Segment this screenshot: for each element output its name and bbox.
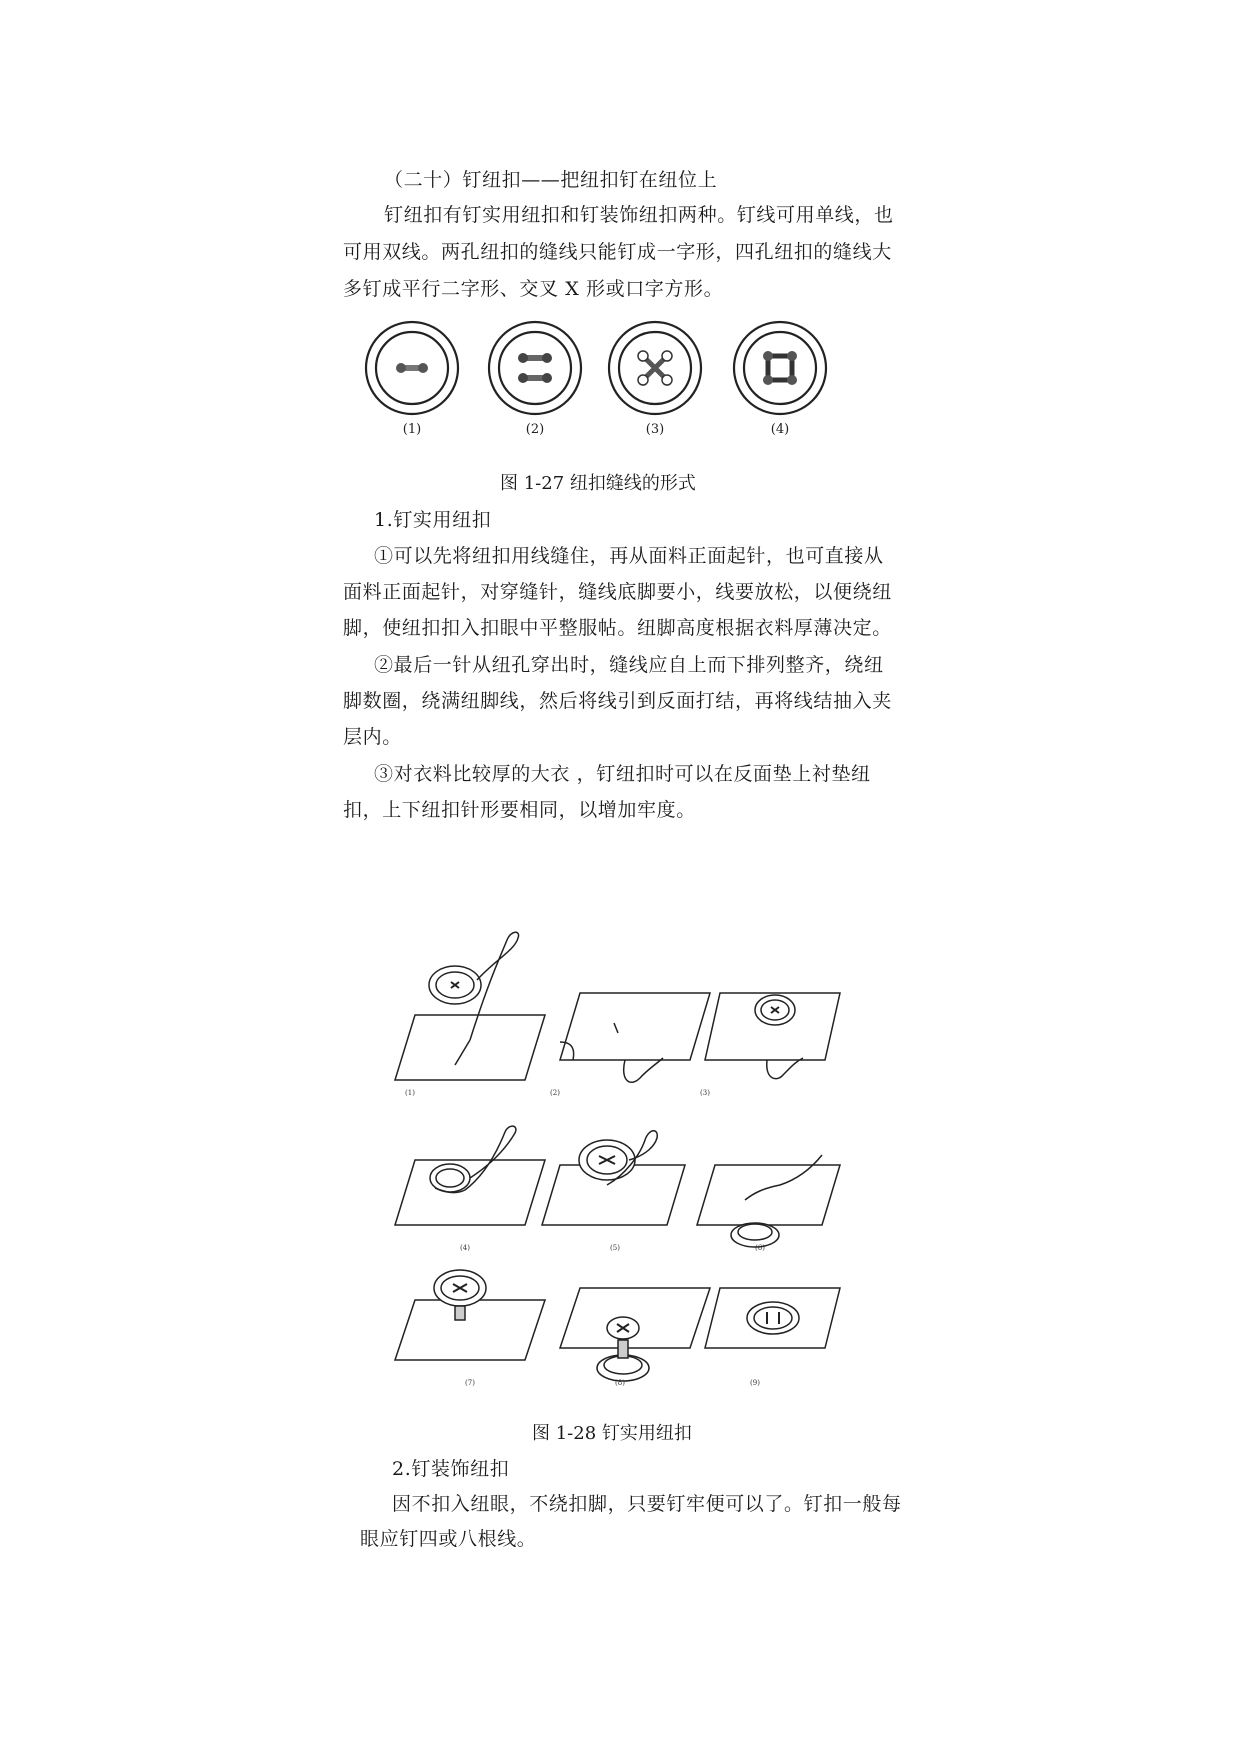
fig27-label-2: (2) bbox=[525, 422, 545, 437]
intro-line-1: 钉纽扣有钉实用纽扣和钉装饰纽扣两种。钉线可用单线，也 bbox=[384, 204, 894, 226]
step-4-illustration bbox=[395, 1126, 545, 1225]
fig27-label-4: (4) bbox=[770, 422, 790, 437]
decorative-p1-line-1: 因不扣入纽眼，不绕扣脚，只要钉牢便可以了。钉扣一般每 bbox=[392, 1493, 902, 1515]
intro-line-3: 多钉成平行二字形、交叉 X 形或口字方形。 bbox=[343, 278, 724, 300]
practical-p3-line-1: ③对衣料比较厚的大衣 ，钉纽扣时可以在反面垫上衬垫纽 bbox=[374, 763, 871, 785]
practical-p1-line-3: 脚，使纽扣扣入扣眼中平整服帖。纽脚高度根据衣料厚薄决定。 bbox=[343, 617, 892, 639]
practical-p1-line-2: 面料正面起针，对穿缝针，缝线底脚要小，线要放松，以便绕纽 bbox=[343, 581, 892, 603]
button-square-stitch-icon bbox=[734, 322, 826, 414]
fig28-label-6: (6) bbox=[755, 1244, 765, 1252]
practical-p2-line-1: ②最后一针从纽孔穿出时，缝线应自上而下排列整齐，绕纽 bbox=[374, 654, 884, 676]
figure-sewing-steps bbox=[385, 930, 845, 1400]
button-cross-stitch-icon bbox=[609, 322, 701, 414]
step-6-illustration bbox=[697, 1155, 840, 1247]
step-1-illustration bbox=[395, 932, 545, 1080]
button-two-hole-icon bbox=[366, 322, 458, 414]
button-parallel-stitch-icon bbox=[489, 322, 581, 414]
practical-p2-line-2: 脚数圈，绕满纽脚线，然后将线引到反面打结，再将线结抽入夹 bbox=[343, 690, 892, 712]
intro-line-2: 可用双线。两孔纽扣的缝线只能钉成一字形，四孔纽扣的缝线大 bbox=[343, 241, 892, 263]
section-heading: （二十）钉纽扣——把纽扣钉在纽位上 bbox=[384, 169, 718, 191]
step-2-illustration bbox=[560, 993, 710, 1082]
decorative-heading: 2.钉装饰纽扣 bbox=[392, 1458, 510, 1480]
fig28-label-3: (3) bbox=[700, 1089, 710, 1097]
step-8-illustration bbox=[560, 1288, 710, 1381]
step-3-illustration bbox=[705, 993, 840, 1079]
practical-p1-line-1: ①可以先将纽扣用线缝住，再从面料正面起针，也可直接从 bbox=[374, 545, 884, 567]
fig28-label-9: (9) bbox=[750, 1379, 760, 1387]
fig28-label-1: (1) bbox=[405, 1089, 415, 1097]
figure-28-caption: 图 1-28 钉实用纽扣 bbox=[532, 1423, 692, 1444]
fig28-label-2: (2) bbox=[550, 1089, 560, 1097]
decorative-p1-line-2: 眼应钉四或八根线。 bbox=[360, 1528, 537, 1550]
figure-button-stitch-forms bbox=[355, 318, 845, 443]
figure-27-caption: 图 1-27 纽扣缝线的形式 bbox=[500, 473, 696, 494]
fig28-label-4: (4) bbox=[460, 1244, 470, 1252]
practical-p2-line-3: 层内。 bbox=[343, 726, 402, 748]
fig28-label-8: (8) bbox=[615, 1379, 625, 1387]
fig27-label-1: (1) bbox=[402, 422, 422, 437]
practical-heading: 1.钉实用纽扣 bbox=[374, 509, 492, 531]
step-5-illustration bbox=[542, 1131, 685, 1225]
fig28-label-5: (5) bbox=[610, 1244, 620, 1252]
step-7-illustration bbox=[395, 1270, 545, 1360]
fig27-label-3: (3) bbox=[645, 422, 665, 437]
fig28-label-7: (7) bbox=[465, 1379, 475, 1387]
step-9-illustration bbox=[705, 1288, 840, 1348]
practical-p3-line-2: 扣，上下纽扣针形要相同，以增加牢度。 bbox=[343, 799, 696, 821]
